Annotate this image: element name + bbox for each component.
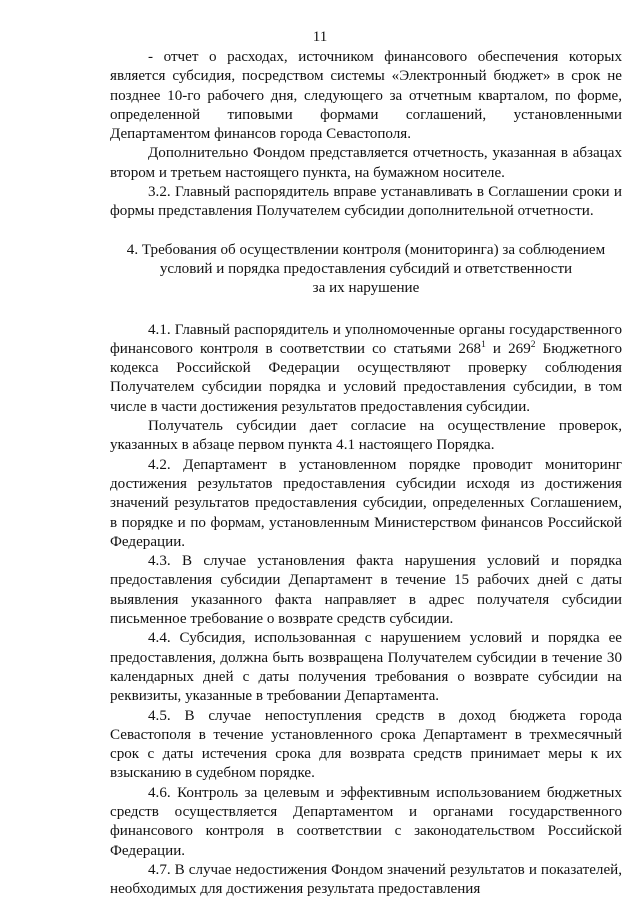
document-body <box>110 48 622 899</box>
paragraph-4-2: 4.2. Департамент в установленном порядке проводит мониторинг достижения результатов предоставления субсидии исходя из достижения значений результатов предоставления субсидии, определенных Соглашением, в порядке и по формам, установленным Министерством финансов Российской Федерации. <box>110 456 622 550</box>
page-number: 11 <box>312 29 328 45</box>
section-4-heading <box>110 241 622 299</box>
paragraph-4-6: 4.6. Контроль за целевым и эффективным использованием бюджетных средств осуществляется Департаментом и органами государственного финансового контроля в соответствии с законодательством Российской Федерации. <box>110 784 622 859</box>
p41-text-1: 4.1. Главный распорядитель и уполномоченные органы государственного финансового контроля в соответствии со статьями 268 <box>110 321 622 357</box>
paragraph-4-1 <box>110 321 622 417</box>
heading-line-3: за их нарушение <box>312 280 420 297</box>
paragraph-report-expenses: - отчет о расходах, источником финансового обеспечения которых является субсидия, посредством системы «Электронный бюджет» в срок не позднее 10-го рабочего дня, следующего за отчетным кварталом, по форме, определенной типовыми формами соглашений, установленными Департаментом финансов города Севастополя. <box>110 49 622 143</box>
paragraph-4-4: 4.4. Субсидия, использованная с нарушением условий и порядка ее предоставления, должна быть возвращена Получателем субсидии в течение 30 календарных дней с даты получения требования о возврате субсидии на реквизиты, указанные в требовании Департамента. <box>110 630 622 705</box>
paragraph-3-2: 3.2. Главный распорядитель вправе устанавливать в Соглашении сроки и формы представления Получателем субсидии дополнительной отчетности. <box>110 184 622 220</box>
heading-line-1: 4. Требования об осуществлении контроля (мониторинга) за соблюдением <box>126 241 606 258</box>
p41-superscript-2: 2 <box>530 339 536 350</box>
heading-line-2: условий и порядка предоставления субсидий и ответственности <box>159 260 573 277</box>
paragraph-4-3: 4.3. В случае установления факта нарушения условий и порядка предоставления субсидии Департамент в течение 15 рабочих дней с даты выявления указанного факта направляет в адрес получателя субсидии письменное требование о возврате средств субсидии. <box>110 553 622 628</box>
paragraph-consent: Получатель субсидии дает согласие на осуществление проверок, указанных в абзаце первом пункта 4.1 настоящего Порядка. <box>110 418 622 454</box>
paragraph-4-5: 4.5. В случае непоступления средств в доход бюджета города Севастополя в течение установленного срока Департамент в трехмесячный срок с даты истечения срока для возврата средств принимает меры к их взысканию в судебном порядке. <box>110 707 622 782</box>
paragraph-4-7: 4.7. В случае недостижения Фондом значений результатов и показателей, необходимых для достижения результата предоставления <box>110 861 622 898</box>
paragraph-additional-reporting: Дополнительно Фондом представляется отчетность, указанная в абзацах втором и третьем настоящего пункта, на бумажном носителе. <box>110 145 622 181</box>
p41-text-3: Бюджетного кодекса Российской Федерации осуществляют проверку соблюдения Получателем субсидии порядка и условий предоставления субсидии, в том числе в части достижения результатов предоставления субсидии. <box>110 340 622 415</box>
p41-superscript-1: 1 <box>481 339 486 350</box>
p41-text-2: и 269 <box>485 340 531 357</box>
